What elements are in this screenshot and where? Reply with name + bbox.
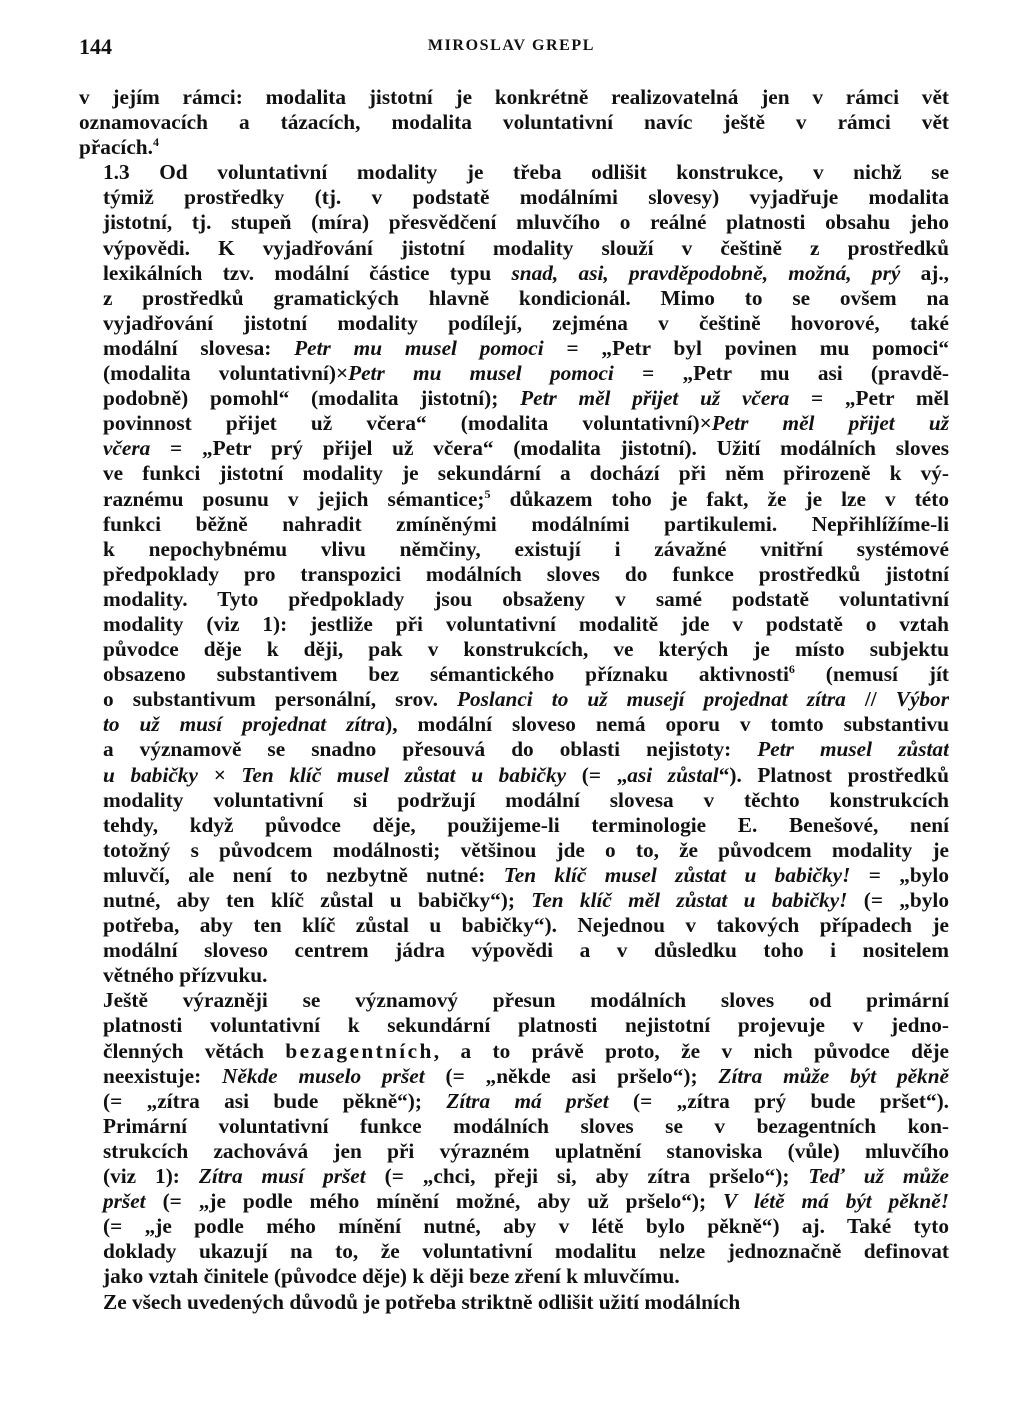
text-line: včera = „Petr prý přijel už včera“ (modalita jistotní). Užití modálních sloves [103, 436, 949, 461]
text-line: potřeba, aby ten klíč zůstal u babičky“). Nejednou v takových případech je [103, 913, 949, 938]
text-line: strukcích zachovává jen při výrazném uplatnění stanoviska (vůle) mluvčího [103, 1138, 949, 1163]
text-line: pršet (= „je podle mého mínění možné, aby už pršelo“); V létě má být pěkně! [103, 1189, 949, 1214]
paragraph [79, 988, 949, 1289]
paragraph [79, 1290, 949, 1315]
text-line: obsazeno substantivem bez sémantického příznaku aktivnosti$^6$ (nemusí jít [103, 662, 949, 687]
text-line: větného přízvuku. [103, 963, 268, 988]
text-line: modality voluntativní si podržují modální slovesa v těchto konstrukcích [103, 787, 949, 812]
text-line: modální sloveso centrem jádra výpovědi a v důsledku toho i nositelem [103, 938, 949, 963]
text-line: platnosti voluntativní k sekundární platnosti nejistotní projevuje v jedno- [103, 1013, 949, 1038]
text-line: ve funkci jistotní modality je sekundární a dochází při něm přirozeně k vý- [103, 461, 949, 486]
text-line: členných větách bezagentních, a to právě proto, že v nich původce děje [103, 1038, 949, 1063]
text-line: z prostředků gramatických hlavně kondicionál. Mimo to se ovšem na [103, 285, 949, 310]
paragraph [79, 160, 949, 988]
text-line: k nepochybnému vlivu němčiny, existují i závažné vnitřní systémové [103, 536, 949, 561]
text-line: oznamovacích a tázacích, modalita voluntativní navíc ještě v rámci vět [79, 110, 949, 135]
text-line: výpovědi. K vyjadřování jistotní modality slouží v češtině z prostředků [103, 235, 949, 260]
text-line: lexikálních tzv. modální částice typu snad, asi, pravděpodobně, možná, prý aj., [103, 260, 949, 285]
text-line: povinnost přijet už včera“ (modalita voluntativní)×Petr měl přijet už [103, 411, 949, 436]
text-line: (= „zítra asi bude pěkně“); Zítra má pršet (= „zítra prý bude pršet“). [103, 1088, 949, 1113]
running-head: MIROSLAV GREPL [427, 37, 596, 54]
text-line: jistotní, tj. stupeň (míra) přesvědčení mluvčího o reálné platnosti obsahu jeho [103, 210, 949, 235]
text-line: raznému posunu v jejich sémantice;$^5$ důkazem toho je fakt, že je lze v této [103, 486, 949, 511]
text-line: (viz 1): Zítra musí pršet (= „chci, přeji si, aby zítra pršelo“); Teď už může [103, 1164, 949, 1189]
text-line: modality (viz 1): jestliže při voluntativní modalitě jde v podstatě o vztah [103, 611, 949, 636]
text-line: neexistuje: Někde muselo pršet (= „někde asi pršelo“); Zítra může být pěkně [103, 1063, 949, 1088]
text-line: Primární voluntativní funkce modálních sloves se v bezagentních kon- [103, 1113, 949, 1138]
text-line: doklady ukazují na to, že voluntativní modalitu nelze jednoznačně definovat [103, 1239, 949, 1264]
text-line: původce děje k ději, pak v konstrukcích, ve kterých je místo subjektu [103, 637, 949, 662]
text-line: Ještě výrazněji se významový přesun modálních sloves od primární [103, 988, 949, 1013]
text-line: nutné, aby ten klíč zůstal u babičky“); Ten klíč měl zůstat u babičky! (= „bylo [103, 888, 949, 912]
page-header [79, 34, 944, 64]
text-line: jako vztah činitele (původce děje) k ději beze zření k mluvčímu. [103, 1264, 680, 1289]
text-line: tehdy, když původce děje, použijeme-li terminologie E. Benešové, není [103, 812, 949, 837]
page-number: 144 [79, 34, 112, 59]
text-line: mluvčí, ale není to nezbytně nutné: Ten klíč musel zůstat u babičky! = „bylo [103, 862, 949, 887]
text-line: totožný s původcem modálnosti; většinou jde o to, že původcem modality je [103, 837, 949, 862]
text-line: o substantivum personální, srov. Poslanci to už musejí projednat zítra // Výbor [103, 687, 949, 712]
text-line: modální slovesa: Petr mu musel pomoci = „Petr byl povinen mu pomoci“ [103, 335, 949, 360]
paragraph [79, 85, 949, 160]
text-line: to už musí projednat zítra), modální sloveso nemá oporu v tomto substantivu [103, 712, 949, 737]
text-line: vyjadřování jistotní modality podílejí, zejména v češtině hovorové, také [103, 310, 949, 335]
text-line: přacích.$^4$ [79, 135, 159, 160]
text-line: předpoklady pro transpozici modálních sloves do funkce prostředků jistotní [103, 561, 949, 586]
text-line: 1.3 Od voluntativní modality je třeba odlišit konstrukce, v nichž se [103, 160, 949, 185]
text-line: Ze všech uvedených důvodů je potřeba striktně odlišit užití modálních [103, 1289, 741, 1314]
text-line: funkci běžně nahradit zmíněnými modálními partikulemi. Nepřihlížíme-li [103, 511, 949, 536]
text-line: (= „je podle mého mínění nutné, aby v létě bylo pěkně“) aj. Také tyto [103, 1214, 949, 1239]
body-text [79, 85, 949, 1315]
text-line: a významově se snadno přesouvá do oblasti nejistoty: Petr musel zůstat [103, 737, 949, 762]
text-line: modality. Tyto předpoklady jsou obsaženy v samé podstatě voluntativní [103, 586, 949, 611]
text-line: podobně) pomohl“ (modalita jistotní); Petr měl přijet už včera = „Petr měl [103, 386, 949, 411]
text-line: týmiž prostředky (tj. v podstatě modálními slovesy) vyjadřuje modalita [103, 185, 949, 210]
text-line: v jejím rámci: modalita jistotní je konkrétně realizovatelná jen v rámci vět [79, 85, 949, 109]
text-line: u babičky × Ten klíč musel zůstat u babičky (= „asi zůstal“). Platnost prostředků [103, 762, 949, 787]
text-line: (modalita voluntativní)×Petr mu musel pomoci = „Petr mu asi (pravdě- [103, 361, 949, 386]
